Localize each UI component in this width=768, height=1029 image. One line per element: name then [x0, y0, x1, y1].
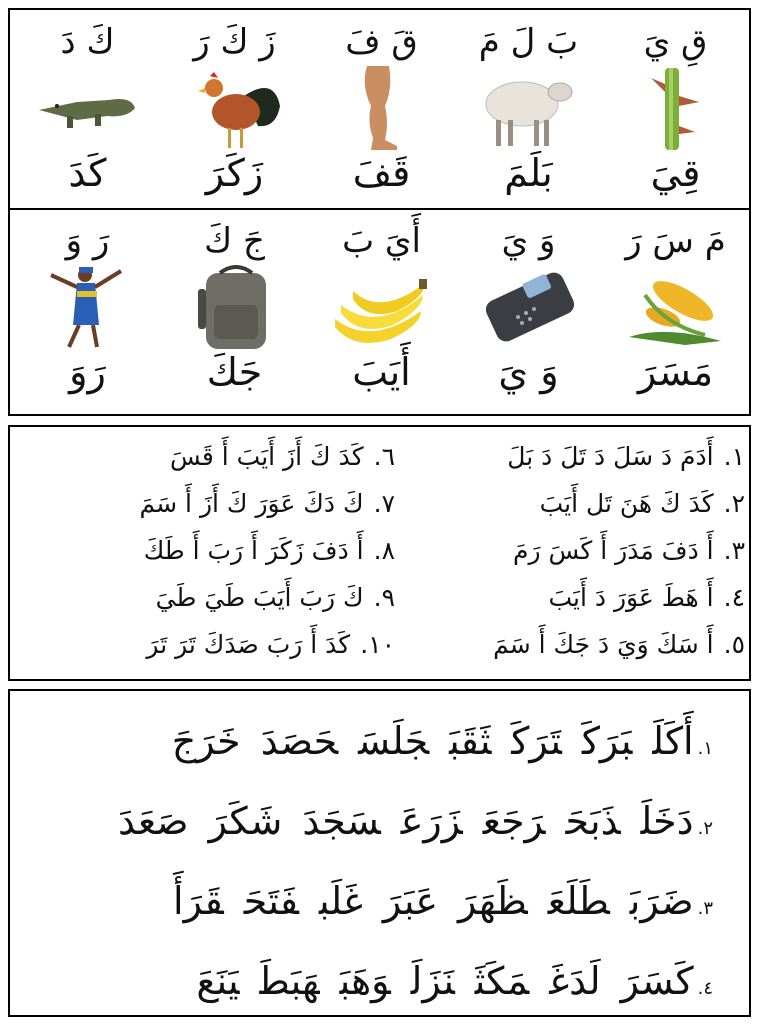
- card-syllables: جَ كَ: [204, 221, 265, 261]
- sentences-left-column: [30, 427, 395, 679]
- rooster-image: [184, 66, 284, 152]
- corn-image: [625, 265, 725, 351]
- card-thorn: [602, 10, 749, 208]
- sheep-image: [478, 66, 578, 152]
- card-word: مَسَرَ: [637, 350, 714, 394]
- dancer-image: [37, 265, 137, 351]
- card-word: قَفَ: [352, 151, 411, 195]
- sentence-6: ٦.كَدَ كَ أَزَ أَيَبَ أَ قَسَ: [170, 442, 395, 471]
- card-word: قِيَ: [650, 151, 701, 195]
- card-leg: [308, 10, 455, 208]
- sentence-1: ١.أَدَمَ دَ سَلَ دَ تَلَ دَ بَلَ: [507, 442, 745, 471]
- card-syllables: قِ يَ: [643, 22, 708, 62]
- sentence-5: ٥.أَ سَكَ وَيَ دَ جَكَ أَ سَمَ: [493, 630, 745, 659]
- sentence-3: ٣.أَ دَفَ مَدَرَ أَ كَسَ رَمَ: [513, 536, 745, 565]
- thorn-stem-image: [625, 66, 725, 152]
- card-word: بَلَمَ: [504, 151, 553, 195]
- banana-image: [331, 265, 431, 351]
- card-crocodile: [14, 10, 161, 208]
- picture-card-section: [8, 8, 751, 416]
- card-word: جَكَ: [206, 350, 263, 394]
- card-syllables: زَ كَ رَ: [193, 22, 276, 62]
- crocodile-image: [37, 66, 137, 152]
- verb-line-4: ٤.كَسَرَلَدَغَمَكَثَنَزَلَوَهَبَهَبَطَيَنَعَ: [196, 959, 713, 1003]
- picture-row-1: [10, 10, 749, 210]
- verb-line-3: ٣.ضَرَبَطَلَعَظَهَرَعَبَرَغَلَبفَتَحَقَرَأَ: [173, 879, 713, 923]
- card-syllables: قَ فَ: [345, 22, 418, 62]
- card-word: زَكَرَ: [205, 151, 264, 195]
- card-dancer: [14, 209, 161, 407]
- card-word: كَدَ: [68, 151, 107, 195]
- sentence-7: ٧.كَ دَكَ عَوَرَ كَ أَزَ أَ سَمَ: [139, 489, 395, 518]
- card-rooster: [161, 10, 308, 208]
- sentence-10: ١٠.كَدَ أَ رَبَ صَدَكَ تَرَ تَرَ: [146, 630, 395, 659]
- card-word: رَوَ: [69, 350, 106, 394]
- verb-line-1: ١.أَكَلَبَرَكَتَرَكَثَقَبَجَلَسَحَصَدَخَرَجَ: [171, 719, 713, 763]
- verbs-section: [8, 689, 751, 1017]
- sentences-right-column: [380, 427, 745, 679]
- picture-row-2: [10, 209, 749, 407]
- card-syllables: وَ يَ: [501, 221, 556, 261]
- sentence-9: ٩.كَ رَبَ أَيَبَ طَيَ طَيَ: [155, 583, 395, 612]
- card-backpack: [161, 209, 308, 407]
- backpack-image: [184, 265, 284, 351]
- card-syllables: رَ وَ: [65, 221, 110, 261]
- sentence-2: ٢.كَدَ كَ هَنَ تَل أَيَبَ: [539, 489, 745, 518]
- card-word: وَ يَ: [498, 350, 559, 394]
- card-phone: [455, 209, 602, 407]
- card-word: أَيَبَ: [352, 350, 411, 394]
- card-syllables: أَيَ بَ: [342, 221, 421, 261]
- card-banana: [308, 209, 455, 407]
- card-syllables: مَ سَ رَ: [625, 221, 726, 261]
- card-syllables: كَ دَ: [60, 22, 115, 62]
- sentences-section: [8, 425, 751, 681]
- phone-image: [478, 265, 578, 351]
- sentence-8: ٨.أَ دَفَ زَكَرَ أَ رَبَ أَ طَكَ: [143, 536, 395, 565]
- verb-line-2: ٢.دَخَلَذَبَحَرَجَعَزَرَعَسَجَدَشَكَرَصَعَدَ: [118, 799, 713, 843]
- sentence-4: ٤.أَ هَطَ عَوَرَ دَ أَيَبَ: [548, 583, 745, 612]
- card-sheep: [455, 10, 602, 208]
- card-corn: [602, 209, 749, 407]
- card-syllables: بَ لَ مَ: [478, 22, 579, 62]
- leg-image: [331, 66, 431, 152]
